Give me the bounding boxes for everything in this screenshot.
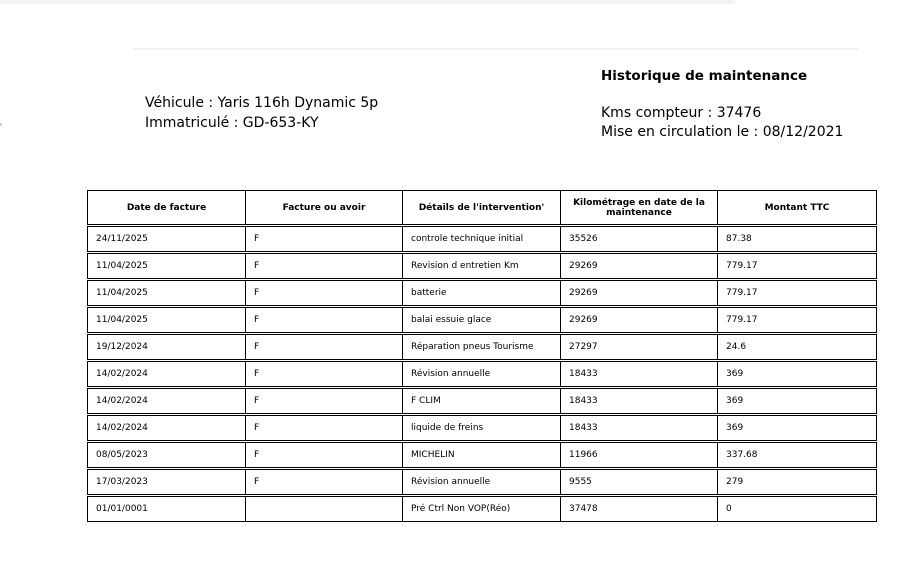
- cell-amount: 779.17: [718, 307, 877, 334]
- report-title: Historique de maintenance: [601, 68, 808, 84]
- cell-type: F: [246, 361, 403, 388]
- cell-mileage: 11966: [561, 442, 718, 469]
- cell-date: 11/04/2025: [88, 307, 246, 334]
- header-intervention-details: Détails de l'intervention': [403, 191, 561, 226]
- table-row: [88, 226, 877, 253]
- table-row: [88, 415, 877, 442]
- cell-amount: 24.6: [718, 334, 877, 361]
- cell-type: F: [246, 307, 403, 334]
- cell-amount: 0: [718, 496, 877, 522]
- maintenance-table: [87, 190, 877, 522]
- maintenance-table-container: [87, 190, 876, 541]
- header-amount: Montant TTC: [718, 191, 877, 226]
- cell-details: liquide de freins: [403, 415, 561, 442]
- cell-date: 19/12/2024: [88, 334, 246, 361]
- vehicle-model: Véhicule : Yaris 116h Dynamic 5p: [145, 95, 379, 111]
- cell-type: F: [246, 253, 403, 280]
- cell-details: controle technique initial: [403, 226, 561, 253]
- cell-details: balai essuie glace: [403, 307, 561, 334]
- cell-mileage: 29269: [561, 307, 718, 334]
- cell-type: [246, 496, 403, 522]
- header-invoice-date: Date de facture: [88, 191, 246, 226]
- cell-type: F: [246, 334, 403, 361]
- vehicle-info: [145, 93, 378, 133]
- cell-mileage: 18433: [561, 388, 718, 415]
- cell-amount: 779.17: [718, 280, 877, 307]
- cell-amount: 369: [718, 388, 877, 415]
- cell-mileage: 29269: [561, 280, 718, 307]
- cell-details: Réparation pneus Tourisme: [403, 334, 561, 361]
- cell-date: 17/03/2023: [88, 469, 246, 496]
- table-row: [88, 307, 877, 334]
- registration-date: Mise en circulation le : 08/12/2021: [601, 124, 844, 140]
- vehicle-registration: Immatriculé : GD-653-KY: [145, 115, 319, 131]
- cell-details: Révision annuelle: [403, 361, 561, 388]
- table-header-row: [88, 191, 877, 226]
- cell-details: Pré Ctrl Non VOP(Réo): [403, 496, 561, 522]
- table-row: [88, 388, 877, 415]
- header-invoice-type: Facture ou avoir: [246, 191, 403, 226]
- cell-amount: 369: [718, 415, 877, 442]
- table-row: [88, 361, 877, 388]
- cell-date: 08/05/2023: [88, 442, 246, 469]
- cell-date: 14/02/2024: [88, 361, 246, 388]
- table-body: [88, 226, 877, 522]
- cell-mileage: 18433: [561, 415, 718, 442]
- cell-amount: 369: [718, 361, 877, 388]
- cell-date: 01/01/0001: [88, 496, 246, 522]
- cell-amount: 87.38: [718, 226, 877, 253]
- cell-details: Revision d entretien Km: [403, 253, 561, 280]
- report-info: [601, 68, 843, 142]
- cell-date: 14/02/2024: [88, 388, 246, 415]
- cell-date: 11/04/2025: [88, 253, 246, 280]
- odometer-reading: Kms compteur : 37476: [601, 105, 762, 121]
- cell-details: MICHELIN: [403, 442, 561, 469]
- cell-type: F: [246, 388, 403, 415]
- cell-type: F: [246, 226, 403, 253]
- cell-type: F: [246, 442, 403, 469]
- table-row: [88, 253, 877, 280]
- cell-mileage: 27297: [561, 334, 718, 361]
- cell-mileage: 37478: [561, 496, 718, 522]
- cell-date: 24/11/2025: [88, 226, 246, 253]
- edge-mark: [0, 123, 2, 126]
- top-strip: [0, 0, 735, 4]
- cell-mileage: 35526: [561, 226, 718, 253]
- table-row: [88, 334, 877, 361]
- cell-mileage: 18433: [561, 361, 718, 388]
- top-divider: [133, 48, 858, 50]
- cell-type: F: [246, 469, 403, 496]
- table-row: [88, 469, 877, 496]
- cell-date: 11/04/2025: [88, 280, 246, 307]
- cell-mileage: 9555: [561, 469, 718, 496]
- cell-amount: 337.68: [718, 442, 877, 469]
- cell-type: F: [246, 415, 403, 442]
- table-row: [88, 442, 877, 469]
- cell-details: F CLIM: [403, 388, 561, 415]
- cell-date: 14/02/2024: [88, 415, 246, 442]
- header-mileage: Kilométrage en date de la maintenance: [561, 191, 718, 226]
- cell-details: Révision annuelle: [403, 469, 561, 496]
- cell-type: F: [246, 280, 403, 307]
- table-row: [88, 496, 877, 522]
- table-row: [88, 280, 877, 307]
- cell-details: batterie: [403, 280, 561, 307]
- cell-amount: 279: [718, 469, 877, 496]
- cell-mileage: 29269: [561, 253, 718, 280]
- cell-amount: 779.17: [718, 253, 877, 280]
